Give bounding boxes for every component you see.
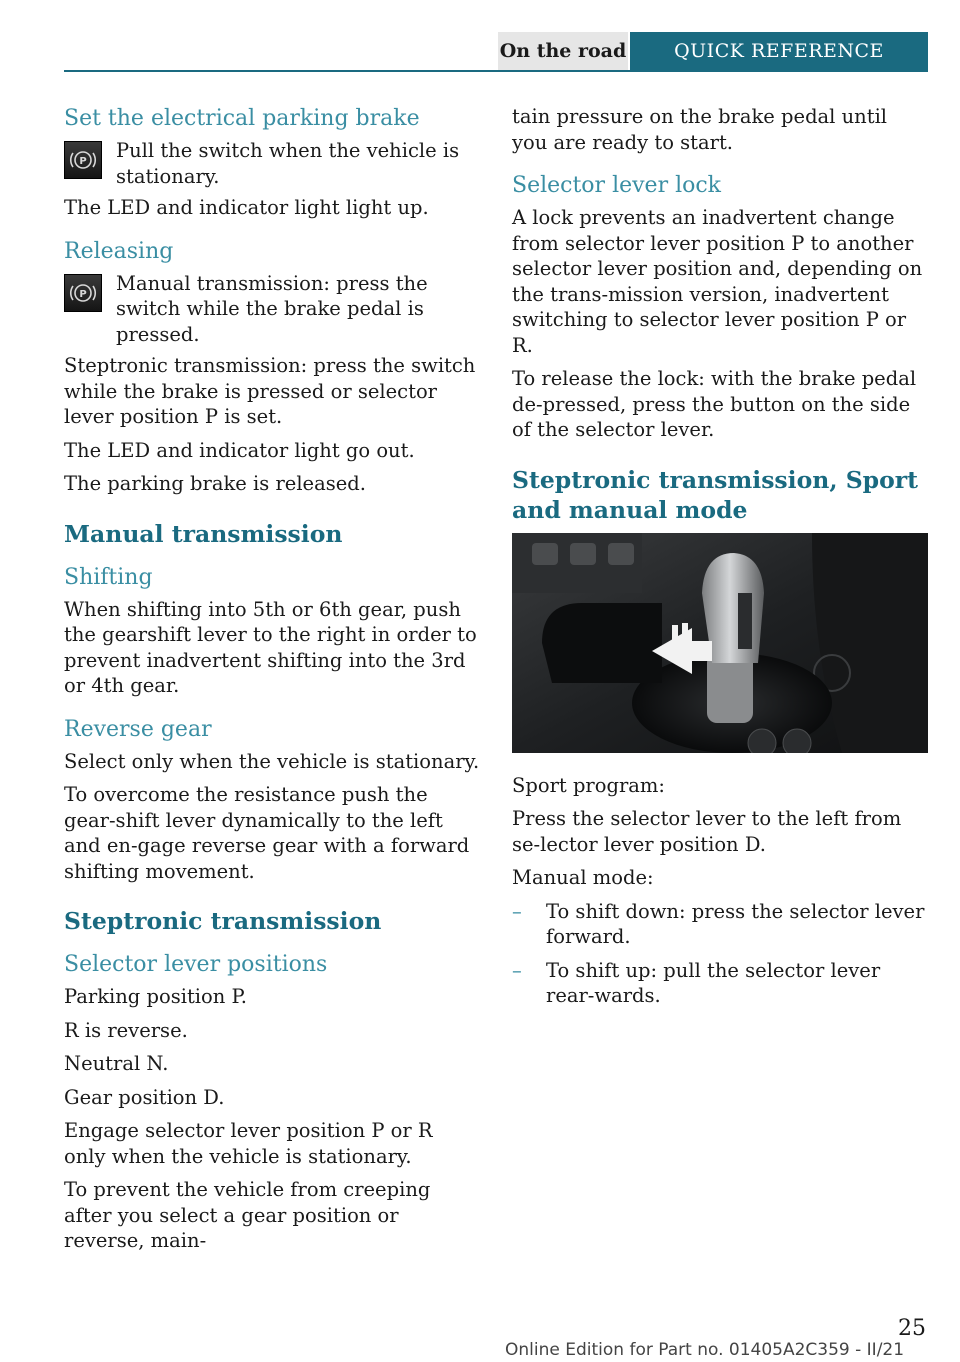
- set-brake-led-text: The LED and indicator light light up.: [64, 196, 429, 219]
- left-column: [64, 104, 480, 1262]
- position-r-text: R is reverse.: [64, 1018, 188, 1042]
- manual-mode-list: [512, 899, 928, 1009]
- releasing-steptronic-text: Steptronic transmission: press the switch while the brake is pressed or selector lever position P is set.: [64, 354, 476, 428]
- set-brake-row: [64, 138, 480, 189]
- selector-lever-photo: [512, 533, 928, 753]
- creep-text: To prevent the vehicle from creeping after you select a gear position or reverse, main-: [64, 1178, 431, 1252]
- releasing-manual-text: Manual transmission: press the switch while the brake pedal is pressed.: [116, 271, 428, 346]
- header-chapter-tab: QUICK REFERENCE: [630, 32, 928, 70]
- right-column: [512, 104, 928, 1017]
- position-n-text: Neutral N.: [64, 1052, 169, 1075]
- manual-mode-label: Manual mode:: [512, 866, 654, 889]
- engage-text: Engage selector lever position P or R only when the vehicle is stationary.: [64, 1119, 433, 1168]
- creep-continued-text: tain pressure on the brake pedal until you are ready to start.: [512, 105, 888, 154]
- sport-program-label: Sport program:: [512, 773, 665, 797]
- position-d-text: Gear position D.: [64, 1085, 225, 1109]
- set-brake-text: Pull the switch when the vehicle is stationary.: [116, 139, 460, 188]
- releasing-done-text: The parking brake is released.: [64, 472, 366, 495]
- reverse-text-2: To overcome the resistance push the gear-shift lever dynamically to the left and en-gage reverse gear with a forward shifting movement.: [64, 783, 470, 883]
- parking-brake-icon: [64, 274, 102, 312]
- footer-edition: Online Edition for Part no. 01405A2C359 - II/21: [505, 1340, 905, 1360]
- svg-text:P: P: [79, 156, 87, 167]
- sport-manual-heading: Steptronic transmission, Sport and manual mode: [512, 465, 919, 524]
- releasing-heading: Releasing: [64, 238, 174, 264]
- manual-transmission-heading: Manual transmission: [64, 519, 343, 548]
- parking-brake-icon: [64, 141, 102, 179]
- releasing-row: [64, 271, 480, 348]
- page-number: 25: [898, 1316, 926, 1341]
- selector-lock-heading: Selector lever lock: [512, 173, 722, 198]
- header-section-label: On the road: [498, 32, 628, 70]
- list-item: – To shift down: press the selector lever forward.: [512, 899, 928, 950]
- lock-text: A lock prevents an inadvertent change from selector lever position P to another selector lever position and, depending on the trans-mission version, inadvertent switching to selector lever position P or R.: [512, 206, 923, 357]
- shifting-heading: Shifting: [64, 564, 153, 590]
- steptronic-heading: Steptronic transmission: [64, 907, 382, 935]
- shifting-text: When shifting into 5th or 6th gear, push the gearshift lever to the right in order to prevent inadvertent shifting into the 3rd or 4th gear.: [64, 597, 477, 697]
- svg-text:P: P: [79, 288, 87, 300]
- reverse-gear-heading: Reverse gear: [64, 716, 212, 742]
- selector-positions-heading: Selector lever positions: [64, 952, 328, 977]
- releasing-led-text: The LED and indicator light go out.: [64, 438, 415, 462]
- sport-program-text: Press the selector lever to the left from se-lector lever position D.: [512, 807, 902, 856]
- list-item: – To shift up: pull the selector lever rear-wards.: [512, 958, 928, 1009]
- set-brake-heading: Set the electrical parking brake: [64, 106, 420, 131]
- lock-release-text: To release the lock: with the brake pedal de-pressed, press the button on the side of the selector lever.: [512, 367, 917, 441]
- position-p-text: Parking position P.: [64, 985, 247, 1008]
- header-rule: [64, 70, 928, 72]
- reverse-text-1: Select only when the vehicle is stationary.: [64, 749, 480, 773]
